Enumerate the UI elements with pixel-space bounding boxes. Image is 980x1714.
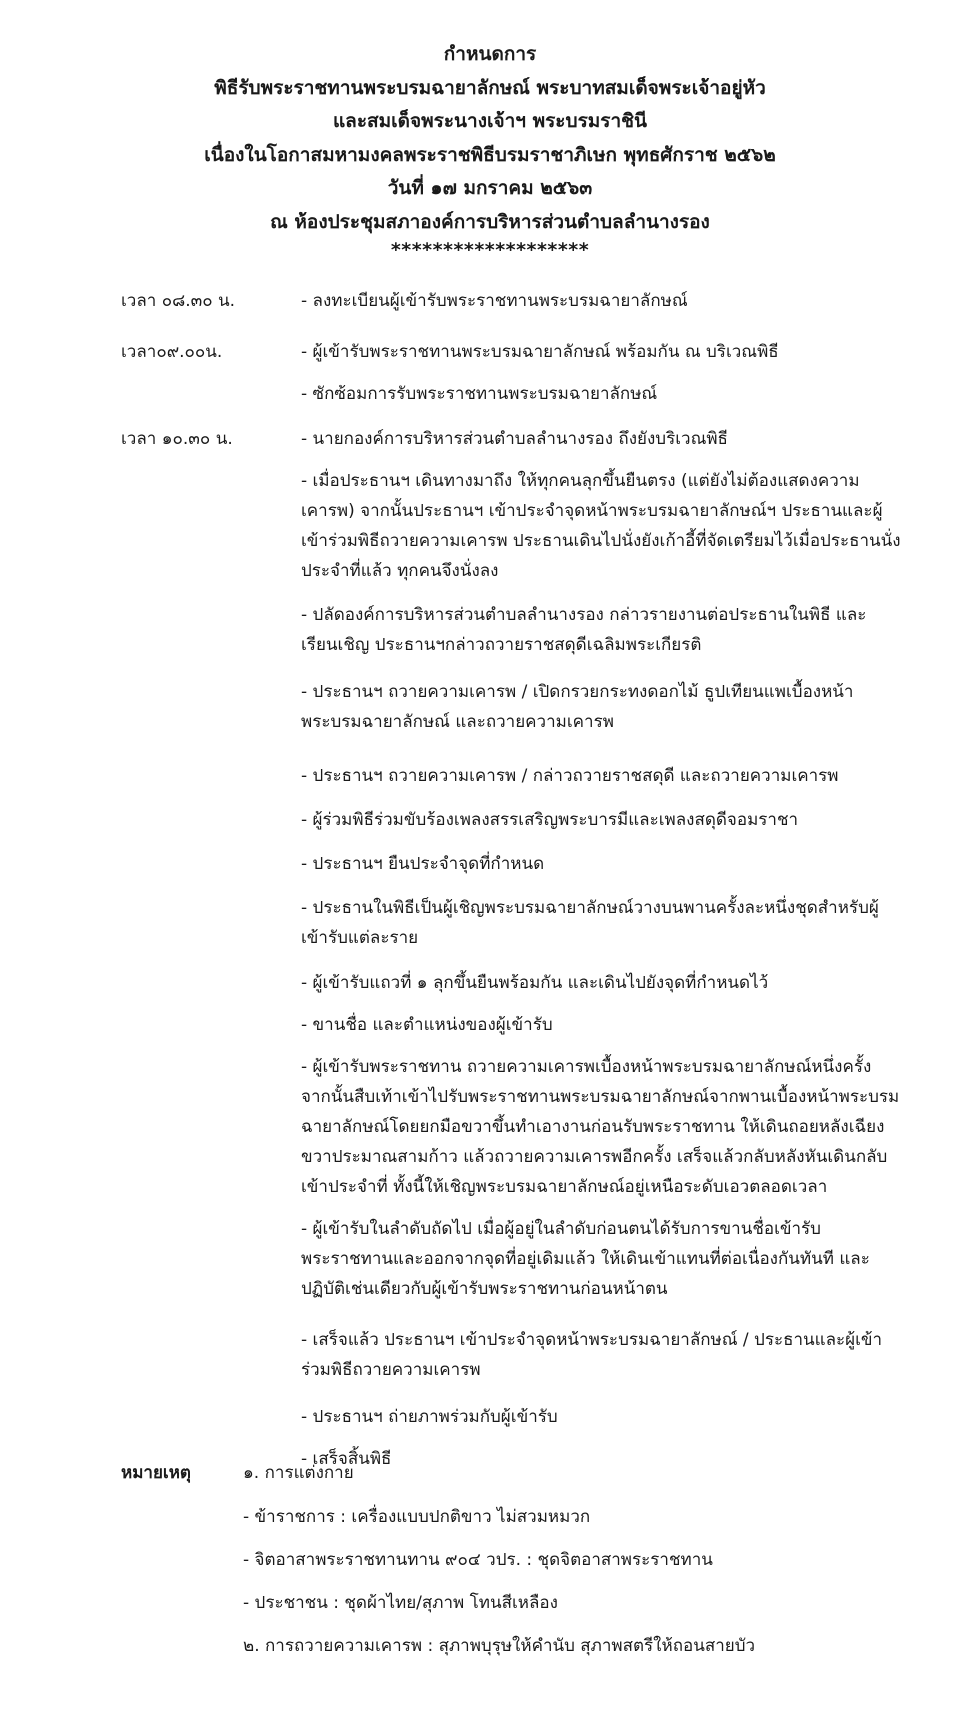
schedule-item: - ผู้เข้ารับพระราชทานพระบรมฉายาลักษณ์ พร้อมกัน ณ บริเวณพิธี xyxy=(301,342,779,362)
schedule-time-1030: เวลา ๑๐.๓๐ น. xyxy=(121,429,233,449)
schedule-time-0900: เวลา๐๙.๐๐น. xyxy=(121,342,223,362)
schedule-item: - ขานชื่อ และตำแหน่งของผู้เข้ารับ xyxy=(301,1015,553,1035)
schedule-item: - นายกองค์การบริหารส่วนตำบลลำนางรอง ถึงยังบริเวณพิธี xyxy=(301,429,728,449)
schedule-time-0830: เวลา ๐๘.๓๐ น. xyxy=(121,291,236,311)
schedule-item: - ประธานฯ ยืนประจำจุดที่กำหนด xyxy=(301,854,545,874)
schedule-item: - ผู้ร่วมพิธีร่วมขับร้องเพลงสรรเสริญพระบารมีและเพลงสดุดีจอมราชา xyxy=(301,810,799,830)
header-occasion: เนื่องในโอกาสมหามงคลพระราชพิธีบรมราชาภิเษก พุทธศักราช ๒๕๖๒ xyxy=(204,143,776,166)
schedule-item: - ปลัดองค์การบริหารส่วนตำบลลำนางรอง กล่าวรายงานต่อประธานในพิธี และเรียนเชิญ ประธานฯกล่าวถวายราชสดุดีเฉลิมพระเกียรติ xyxy=(301,605,867,655)
schedule-item: - เสร็จแล้ว ประธานฯ เข้าประจำจุดหน้าพระบรมฉายาลักษณ์ / ประธานและผู้เข้าร่วมพิธีถวายความเคารพ xyxy=(301,1330,883,1380)
header-ceremony: พิธีรับพระราชทานพระบรมฉายาลักษณ์ พระบาทสมเด็จพระเจ้าอยู่หัว xyxy=(214,76,766,99)
schedule-item: - ซักซ้อมการรับพระราชทานพระบรมฉายาลักษณ์ xyxy=(301,384,658,404)
note-line: ๑. การแต่งกาย xyxy=(243,1463,354,1483)
header-queen: และสมเด็จพระนางเจ้าฯ พระบรมราชินี xyxy=(332,110,648,132)
note-line: - จิตอาสาพระราชทานทาน ๙๐๔ วปร. : ชุดจิตอาสาพระราชทาน xyxy=(243,1550,713,1570)
schedule-item: - ผู้เข้ารับแถวที่ ๑ ลุกขึ้นยืนพร้อมกัน และเดินไปยังจุดที่กำหนดไว้ xyxy=(301,973,769,993)
header-title: กำหนดการ xyxy=(443,43,537,65)
header-separator: ******************* xyxy=(390,239,590,261)
schedule-item: - ประธานฯ ถวายความเคารพ / เปิดกรวยกระทงดอกไม้ ธูปเทียนแพเบื้องหน้าพระบรมฉายาลักษณ์ และถวายความเคารพ xyxy=(301,682,854,732)
schedule-item: - ผู้เข้ารับในลำดับถัดไป เมื่อผู้อยู่ในลำดับก่อนตนได้รับการขานชื่อเข้ารับพระราชทานและออกจากจุดที่อยู่เดิมแล้ว ให้เดินเข้าแทนที่ต่อเนื่องกันทันที และปฏิบัติเช่นเดียวกับผู้เข้ารับพระราชทานก่อนหน้าตน xyxy=(301,1219,870,1299)
notes-label: หมายเหตุ xyxy=(121,1463,191,1483)
schedule-item: - ประธานในพิธีเป็นผู้เชิญพระบรมฉายาลักษณ์วางบนพานครั้งละหนึ่งชุดสำหรับผู้เข้ารับแต่ละราย xyxy=(301,898,879,948)
note-line: - ข้าราชการ : เครื่องแบบปกติขาว ไม่สวมหมวก xyxy=(243,1507,591,1527)
note-line: - ประชาชน : ชุดผ้าไทย/สุภาพ โทนสีเหลือง xyxy=(243,1593,558,1613)
schedule-item: - ประธานฯ ถวายความเคารพ / กล่าวถวายราชสดุดี และถวายความเคารพ xyxy=(301,766,839,786)
schedule-item: - ประธานฯ ถ่ายภาพร่วมกับผู้เข้ารับ xyxy=(301,1407,558,1427)
header-date: วันที่ ๑๗ มกราคม ๒๕๖๓ xyxy=(387,177,593,199)
schedule-item: - เสร็จสิ้นพิธี xyxy=(301,1449,392,1469)
schedule-item: - เมื่อประธานฯ เดินทางมาถึง ให้ทุกคนลุกขึ้นยืนตรง (แต่ยังไม่ต้องแสดงความเคารพ) จากนั้นประธานฯ เข้าประจำจุดหน้าพระบรมฉายาลักษณ์ฯ ประธานและผู้เข้าร่วมพิธีถวายความเคารพ ประธานเดินไปนั่งยังเก้าอี้ที่จัดเตรียมไว้เมื่อประธานนั่งประจำที่แล้ว ทุกคนจึงนั่งลง xyxy=(301,471,901,581)
schedule-item: - ลงทะเบียนผู้เข้ารับพระราชทานพระบรมฉายาลักษณ์ xyxy=(301,291,688,311)
note-line: ๒. การถวายความเคารพ : สุภาพบุรุษให้คำนับ สุภาพสตรีให้ถอนสายบัว xyxy=(243,1636,756,1656)
header-venue: ณ ห้องประชุมสภาองค์การบริหารส่วนตำบลลำนางรอง xyxy=(270,210,710,233)
document-header xyxy=(0,38,980,261)
schedule-item: - ผู้เข้ารับพระราชทาน ถวายความเคารพเบื้องหน้าพระบรมฉายาลักษณ์หนึ่งครั้ง จากนั้นสืบเท้าเข้าไปรับพระราชทานพระบรมฉายาลักษณ์จากพานเบื้องหน้าพระบรมฉายาลักษณ์โดยยกมือขวาขึ้นทำเอางานก่อนรับพระราชทาน ให้เดินถอยหลังเฉียงขวาประมาณสามก้าว แล้วถวายความเคารพอีกครั้ง เสร็จแล้วกลับหลังหันเดินกลับเข้าประจำที่ ทั้งนี้ให้เชิญพระบรมฉายาลักษณ์อยู่เหนือระดับเอวตลอดเวลา xyxy=(301,1057,900,1197)
